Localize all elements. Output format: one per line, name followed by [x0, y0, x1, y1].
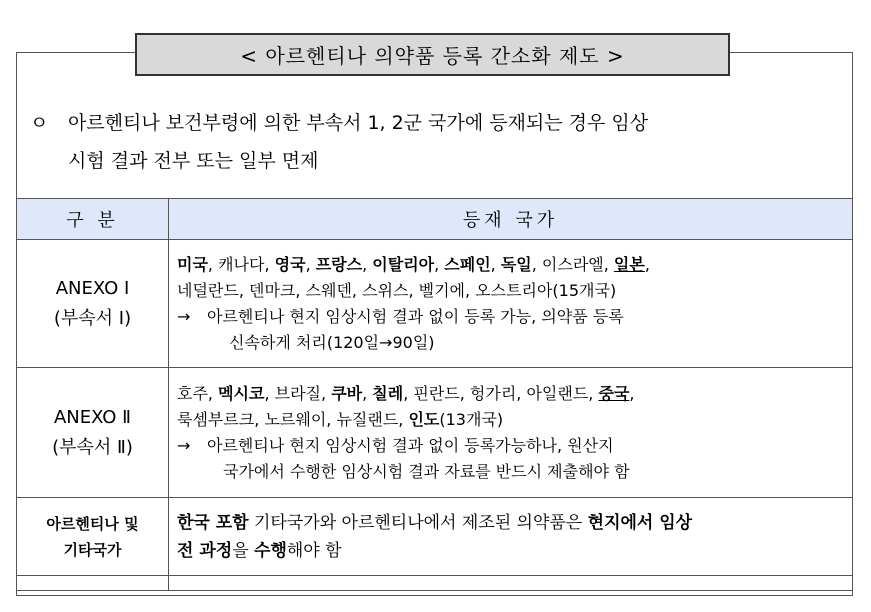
table-row	[17, 368, 853, 498]
text-run: 을	[232, 540, 255, 561]
arrow-icon: →	[177, 435, 191, 455]
text-run: , 캐나다,	[207, 254, 275, 274]
row-content-others	[169, 498, 853, 576]
note-line-1	[177, 433, 844, 459]
text-run: 영국	[274, 254, 306, 274]
text-run: 프랑스	[315, 254, 363, 274]
tail-cell	[169, 576, 853, 591]
tail-cell	[17, 576, 169, 591]
text-run: 독일	[500, 254, 532, 274]
text-run: (13개국)	[439, 409, 504, 429]
note-text: 아르헨티나 현지 임상시험 결과 없이 등록가능하나, 원산지	[207, 435, 614, 455]
text-run: 수행	[254, 540, 287, 561]
row-label-anexo-1	[17, 240, 169, 368]
text-run: ,	[629, 383, 635, 403]
text-run: , 브라질,	[264, 383, 332, 403]
label-line: ANEXO Ⅰ	[55, 277, 130, 299]
note-text: 신속하게 처리(120일→90일)	[229, 332, 435, 352]
text-run: ,	[362, 383, 373, 403]
table-row	[17, 240, 853, 368]
text-run: 기타국가와 아르헨티나에서 제조된 의약품은	[248, 512, 588, 533]
intro-line-1: 아르헨티나 보건부령에 의한 부속서 1, 2군 국가에 등재되는 경우 임상	[68, 112, 649, 134]
text-run: 현지에서 임상	[587, 512, 693, 533]
text-run: 칠레	[372, 383, 404, 403]
text-run: 쿠바	[331, 383, 363, 403]
text-run: 전 과정	[177, 540, 233, 561]
table-row	[17, 498, 853, 576]
countries-line-1	[177, 252, 844, 278]
label-line: 기타국가	[63, 540, 122, 559]
note-line-1	[177, 304, 844, 330]
row-label-anexo-2	[17, 368, 169, 498]
countries-line-1	[177, 381, 844, 407]
note-text: 국가에서 수행한 임상시험 결과 자료를 반드시 제출해야 함	[223, 461, 630, 481]
row-label-others	[17, 498, 169, 576]
text-run: 인도	[408, 409, 440, 429]
countries-line-2	[177, 407, 844, 433]
header-category: 구 분	[17, 199, 169, 240]
others-line-2	[177, 537, 844, 565]
text-run: 미국	[177, 254, 208, 274]
page-title: < 아르헨티나 의약품 등록 간소화 제도 >	[135, 33, 730, 76]
countries-line-2: 네덜란드, 덴마크, 스웨덴, 스위스, 벨기에, 오스트리아(15개국)	[177, 280, 617, 300]
text-run: , 핀란드, 헝가리, 아일랜드,	[403, 383, 599, 403]
text-run: ,	[490, 254, 501, 274]
text-run: 중국	[598, 383, 630, 403]
label-line: 아르헨티나 및	[46, 514, 139, 533]
text-run: 룩셈부르크, 노르웨이, 뉴질랜드,	[177, 409, 409, 429]
row-content-anexo-1	[169, 240, 853, 368]
intro-paragraph	[30, 104, 845, 180]
others-line-1	[177, 509, 844, 537]
row-content-anexo-2	[169, 368, 853, 498]
label-line: (부속서 Ⅱ)	[52, 436, 133, 458]
bullet-marker: ㅇ	[30, 112, 49, 134]
label-line: (부속서 Ⅰ)	[53, 307, 132, 329]
table-tail-row	[17, 576, 853, 591]
arrow-icon: →	[177, 306, 191, 326]
text-run: 이탈리아	[372, 254, 435, 274]
text-run: ,	[644, 254, 650, 274]
table-header-row	[17, 199, 853, 240]
registration-table	[16, 198, 853, 591]
label-line: ANEXO Ⅱ	[53, 406, 132, 428]
text-run: ,	[434, 254, 445, 274]
text-run: 호주,	[177, 383, 219, 403]
intro-line-2: 시험 결과 전부 또는 일부 면제	[68, 150, 319, 172]
text-run: ,	[362, 254, 373, 274]
text-run: 일본	[613, 254, 645, 274]
text-run: 한국 포함	[177, 512, 249, 533]
text-run: 스페인	[444, 254, 491, 274]
text-run: 멕시코	[218, 383, 265, 403]
text-run: 해야 함	[286, 540, 342, 561]
text-run: , 이스라엘,	[531, 254, 614, 274]
note-line-2	[177, 330, 844, 356]
header-countries: 등재 국가	[169, 199, 853, 240]
note-text: 아르헨티나 현지 임상시험 결과 없이 등록 가능, 의약품 등록	[207, 306, 624, 326]
text-run: ,	[305, 254, 316, 274]
note-line-2	[177, 459, 844, 485]
